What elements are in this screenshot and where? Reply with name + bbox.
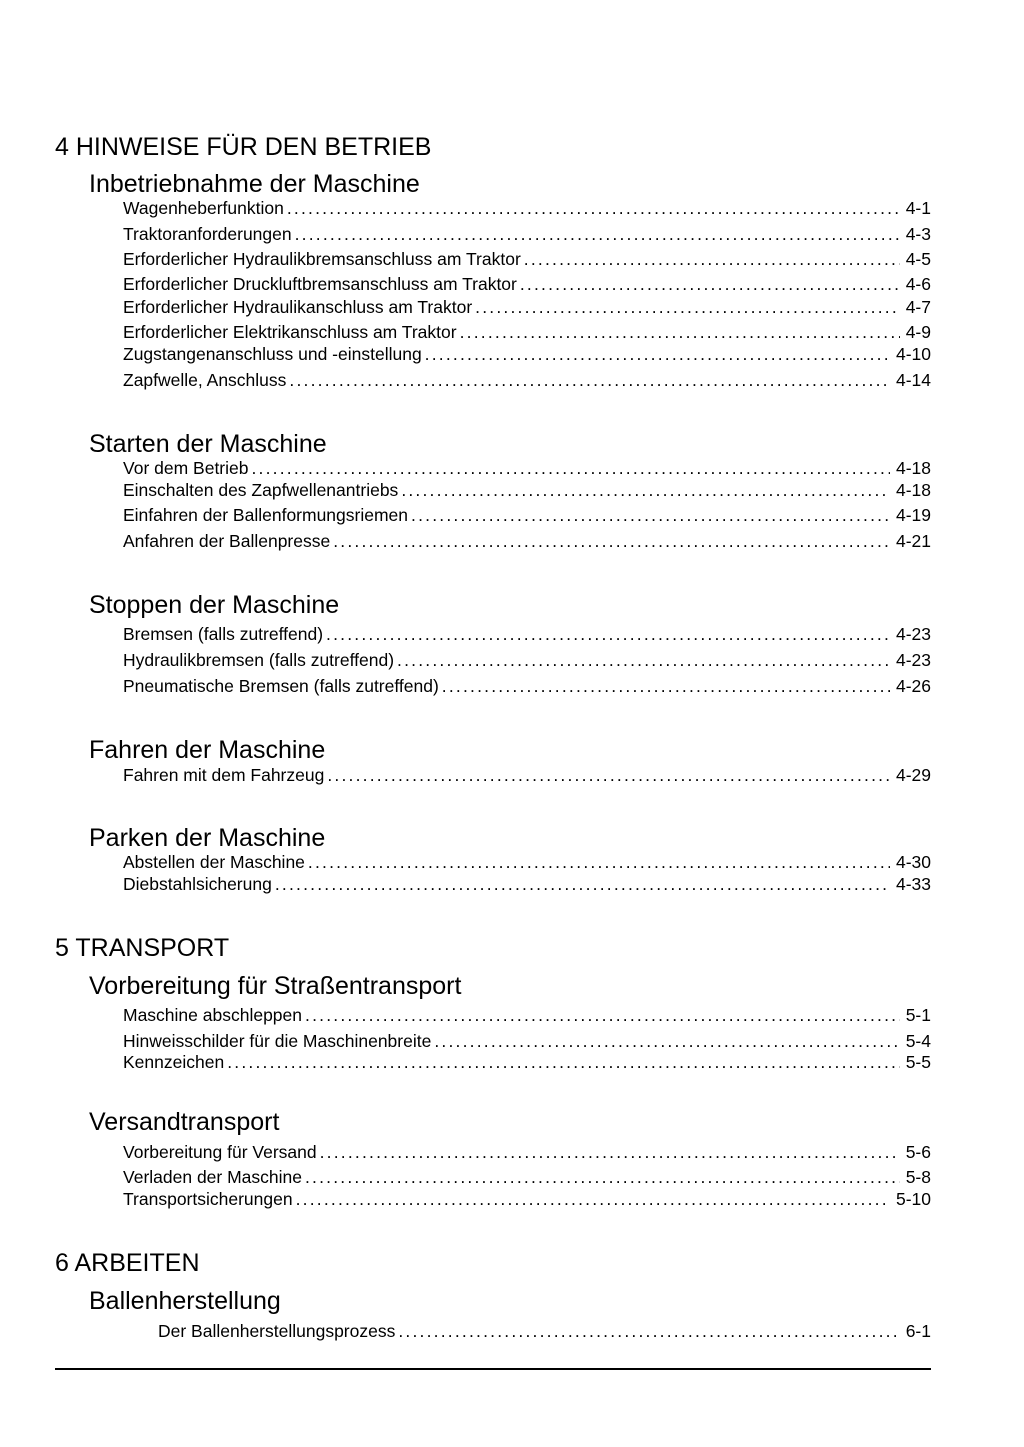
toc-entry[interactable] [123, 273, 931, 295]
dot-leader [320, 1141, 900, 1163]
toc-entry-page: 4-26 [895, 676, 931, 696]
dot-leader [308, 851, 890, 873]
toc-entry[interactable] [123, 675, 931, 697]
toc-entry[interactable] [123, 764, 931, 786]
toc-entry-page: 4-29 [895, 765, 931, 785]
toc-entry-page: 4-18 [895, 458, 931, 478]
toc-entry-page: 5-1 [905, 1005, 931, 1025]
toc-entry[interactable] [123, 1004, 931, 1026]
dot-leader [460, 321, 900, 343]
toc-entry-page: 4-23 [895, 624, 931, 644]
dot-leader [425, 343, 890, 365]
dot-leader [520, 273, 900, 295]
dot-leader [524, 248, 900, 270]
toc-entry[interactable] [123, 479, 931, 501]
bottom-rule [55, 1368, 931, 1370]
toc-entry-title: Hydraulikbremsen (falls zutreffend) [123, 650, 395, 670]
toc-entry-page: 4-3 [905, 224, 931, 244]
dot-leader [326, 623, 890, 645]
toc-entry[interactable] [123, 457, 931, 479]
toc-entry-title: Diebstahlsicherung [123, 874, 272, 894]
toc-entry[interactable] [123, 530, 931, 552]
toc-entry[interactable] [123, 1141, 931, 1163]
toc-entry-title: Abstellen der Maschine [123, 852, 305, 872]
toc-entry-page: 4-1 [905, 198, 931, 218]
toc-entry[interactable] [123, 1166, 931, 1188]
dot-leader [305, 1166, 900, 1188]
toc-entry-title: Einschalten des Zapfwellenantriebs [123, 480, 399, 500]
toc-entry-page: 5-4 [905, 1031, 931, 1051]
section-heading: Fahren der Maschine [89, 736, 326, 764]
toc-entry-title: Transportsicherungen [123, 1189, 293, 1209]
dot-leader [296, 1188, 890, 1210]
toc-entry[interactable] [123, 248, 931, 270]
dot-leader [401, 479, 890, 501]
dot-leader [475, 296, 900, 318]
dot-leader [397, 649, 890, 671]
section-heading: Vorbereitung für Straßentransport [89, 972, 462, 1000]
toc-entry[interactable] [158, 1320, 931, 1342]
toc-entry-title: Maschine abschleppen [123, 1005, 303, 1025]
toc-entry[interactable] [123, 223, 931, 245]
toc-entry-page: 5-10 [895, 1189, 931, 1209]
toc-entry-page: 4-6 [905, 274, 931, 294]
toc-entry-page: 4-5 [905, 249, 931, 269]
toc-entry[interactable] [123, 197, 931, 219]
toc-entry-page: 5-6 [905, 1142, 931, 1162]
toc-entry-title: Erforderlicher Elektrikanschluss am Traktor [123, 322, 457, 342]
toc-entry[interactable] [123, 851, 931, 873]
toc-entry-page: 4-21 [895, 531, 931, 551]
dot-leader [289, 369, 890, 391]
toc-entry[interactable] [123, 369, 931, 391]
section-heading: Inbetriebnahme der Maschine [89, 170, 420, 198]
toc-entry[interactable] [123, 649, 931, 671]
toc-entry-title: Kennzeichen [123, 1052, 225, 1072]
toc-entry-page: 5-5 [905, 1052, 931, 1072]
chapter-heading: 5 TRANSPORT [55, 934, 230, 962]
toc-entry-page: 4-10 [895, 344, 931, 364]
toc-entry-title: Erforderlicher Hydraulikbremsanschluss am Traktor [123, 249, 521, 269]
toc-entry-title: Erforderlicher Hydraulikanschluss am Traktor [123, 297, 473, 317]
section-heading: Ballenherstellung [89, 1287, 281, 1315]
dot-leader [275, 873, 890, 895]
toc-entry-page: 4-7 [905, 297, 931, 317]
toc-entry-title: Traktoranforderungen [123, 224, 292, 244]
toc-entry[interactable] [123, 1030, 931, 1052]
toc-entry[interactable] [123, 321, 931, 343]
dot-leader [411, 504, 890, 526]
toc-entry-page: 4-18 [895, 480, 931, 500]
toc-entry-page: 4-23 [895, 650, 931, 670]
section-heading: Parken der Maschine [89, 824, 326, 852]
toc-entry-page: 5-8 [905, 1167, 931, 1187]
dot-leader [251, 457, 889, 479]
toc-entry-page: 4-19 [895, 505, 931, 525]
toc-entry-title: Der Ballenherstellungsprozess [158, 1321, 396, 1341]
toc-entry-title: Wagenheberfunktion [123, 198, 284, 218]
toc-entry-page: 4-9 [905, 322, 931, 342]
dot-leader [295, 223, 900, 245]
toc-entry[interactable] [123, 343, 931, 365]
section-heading: Stoppen der Maschine [89, 591, 340, 619]
section-heading: Starten der Maschine [89, 430, 327, 458]
toc-entry-title: Zapfwelle, Anschluss [123, 370, 287, 390]
toc-entry-page: 4-30 [895, 852, 931, 872]
toc-entry-title: Vorbereitung für Versand [123, 1142, 317, 1162]
toc-entry[interactable] [123, 504, 931, 526]
dot-leader [287, 197, 900, 219]
toc-entry-title: Erforderlicher Druckluftbremsanschluss am Traktor [123, 274, 517, 294]
toc-entry-title: Bremsen (falls zutreffend) [123, 624, 324, 644]
toc-entry-title: Fahren mit dem Fahrzeug [123, 765, 325, 785]
dot-leader [333, 530, 890, 552]
toc-entry[interactable] [123, 296, 931, 318]
dot-leader [305, 1004, 900, 1026]
toc-entry-page: 4-33 [895, 874, 931, 894]
toc-entry-title: Hinweisschilder für die Maschinenbreite [123, 1031, 432, 1051]
dot-leader [398, 1320, 899, 1342]
toc-entry[interactable] [123, 873, 931, 895]
toc-entry-title: Pneumatische Bremsen (falls zutreffend) [123, 676, 439, 696]
toc-entry[interactable] [123, 1188, 931, 1210]
toc-entry-title: Einfahren der Ballenformungsriemen [123, 505, 409, 525]
toc-entry-page: 4-14 [895, 370, 931, 390]
dot-leader [434, 1030, 899, 1052]
section-heading: Versandtransport [89, 1108, 280, 1136]
toc-entry[interactable] [123, 1051, 931, 1073]
dot-leader [227, 1051, 900, 1073]
chapter-heading: 6 ARBEITEN [55, 1249, 200, 1277]
toc-entry[interactable] [123, 623, 931, 645]
toc-entry-title: Verladen der Maschine [123, 1167, 302, 1187]
dot-leader [442, 675, 890, 697]
toc-entry-title: Zugstangenanschluss und -einstellung [123, 344, 422, 364]
toc-entry-title: Anfahren der Ballenpresse [123, 531, 331, 551]
chapter-heading: 4 HINWEISE FÜR DEN BETRIEB [55, 133, 432, 161]
toc-entry-title: Vor dem Betrieb [123, 458, 249, 478]
dot-leader [327, 764, 890, 786]
toc-entry-page: 6-1 [905, 1321, 931, 1341]
